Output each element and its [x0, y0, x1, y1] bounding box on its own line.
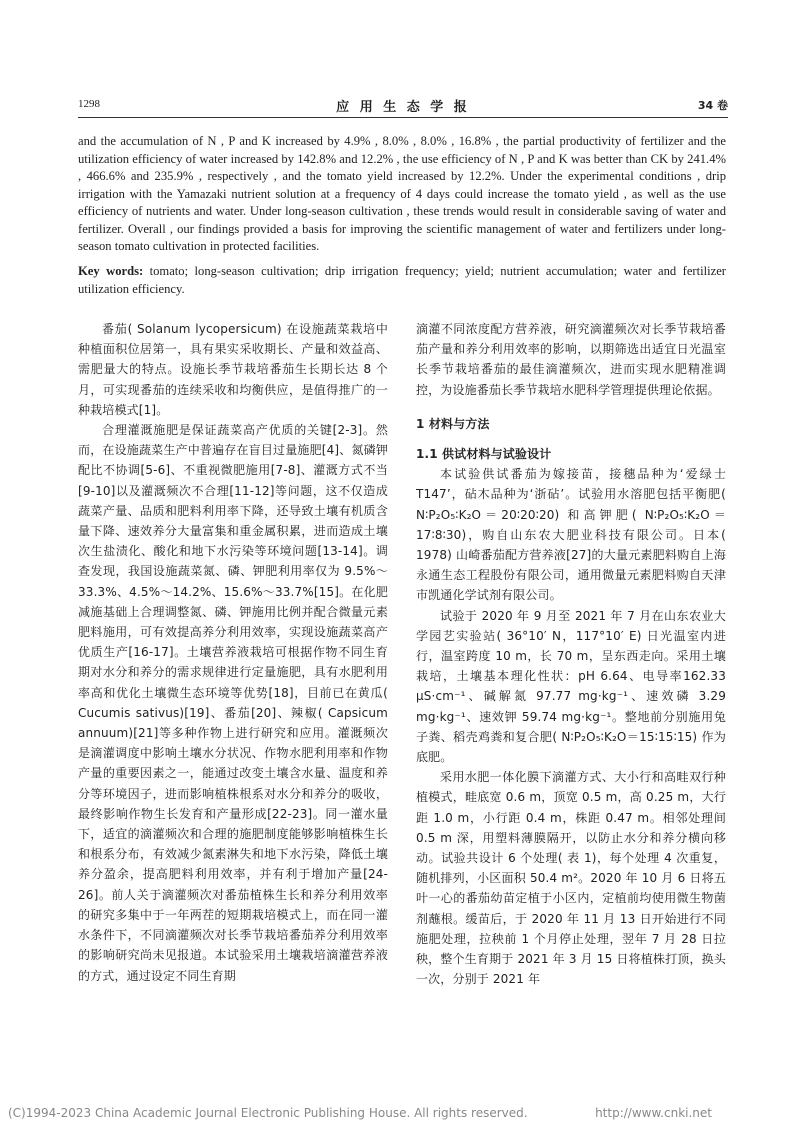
keywords-text: tomato; long-season cultivation; drip irrigation frequency; yield; nutrient accumulation; water and fertilizer utilization efficiency.	[78, 264, 726, 296]
design-paragraph: 采用水肥一体化膜下滴灌方式、大小行和高畦双行种植模式，畦底宽 0.6 m，顶宽 0.5 m，高 0.25 m，大行距 1.0 m，小行距 0.4 m，株距 0.47 m。相邻处理间 0.5 m 深，用塑料薄膜隔开，以防止水分和养分横向移动。试验共设计 6 个处理( 表 1)，每个处理 4 次重复，随机排列，小区面积 50.4 m²。2020 年 10 月 6 日将五叶一心的番茄幼苗定植于小区内，定植前均使用微生物菌剂蘸根。缓苗后，于 2020 年 11 月 13 日开始进行不同施肥处理，拉秧前 1 个月停止处理，翌年 7 月 28 日拉秧，整个生育期于 2021 年 3 月 15 日将植株打顶，换头一次，分别于 2021 年	[416, 770, 726, 987]
page-header	[78, 96, 728, 114]
abstract-text: and the accumulation of N , P and K increased by 4.9% , 8.0% , 8.0% , 16.8% , the partial productivity of fertilizer and the utilization efficiency of water increased by 142.8% and 12.2% , the use efficiency of N , P and K was better than CK by 241.4% , 466.6% and 235.9% , respectively , and the tomato yield increased by 12.2%. Under the experimental conditions , drip irrigation with the Yamazaki nutrient solution at a frequency of 4 days could increase the tomato yield , as well as the use efficiency of nutrients and water. Under long-season cultivation , these trends would result in considerable saving of water and fertilizer. Overall , our findings provided a basis for improving the scientific management of water and fertilizers under long-season tomato cultivation in protected facilities.	[78, 134, 726, 253]
keywords-label: Key words:	[78, 264, 144, 278]
materials-paragraph: 本试验供试番茄为嫁接苗，接穗品种为‘爱绿士 T147’，砧木品种为‘浙砧’。试验用水溶肥包括平衡肥( N∶P₂O₅∶K₂O＝20∶20∶20) 和高钾肥( N∶P₂O₅∶K₂O＝17∶8∶30)，购自山东农大肥业科技有限公司。日本( 1978) 山崎番茄配方营养液[27]的大量元素肥料购自上海永通生态工程股份有限公司，通用微量元素肥料购自天津市凯通化学试剂有限公司。	[416, 467, 726, 603]
intro-paragraph-continued: 滴灌不同浓度配方营养液，研究滴灌频次对长季节栽培番茄产量和养分利用效率的影响，以期筛选出适宜日光温室长季节栽培番茄的最佳滴灌频次，进而实现水肥精准调控，为设施番茄长季节栽培水肥科学管理提供理论依据。	[416, 322, 726, 397]
english-abstract	[78, 133, 726, 256]
subsection-title: 1.1 供试材料与试验设计	[416, 447, 552, 462]
footer-url: http://www.cnki.net	[595, 1106, 712, 1120]
site-paragraph: 试验于 2020 年 9 月至 2021 年 7 月在山东农业大学园艺实验站( 36°10′ N，117°10′ E) 日光温室内进行，温室跨度 10 m，长 70 m，呈东西走向。采用土壤栽培，土壤基本理化性状：pH 6.64、电导率162.33 μS·cm⁻¹、碱解氮 97.77 mg·kg⁻¹、速效磷 3.29 mg·kg⁻¹、速效钾 59.74 mg·kg⁻¹。整地前分别施用兔子粪、稻壳鸡粪和复合肥( N∶P₂O₅∶K₂O＝15∶15∶15) 作为底肥。	[416, 608, 726, 765]
page-number: 1298	[78, 98, 100, 110]
copyright-notice: (C)1994-2023 China Academic Journal Electronic Publishing House. All rights reserved.	[8, 1106, 528, 1120]
left-column	[78, 319, 388, 986]
volume-label: 34 卷	[697, 99, 728, 112]
header-rule	[78, 117, 728, 118]
right-column	[416, 319, 726, 990]
journal-title: 应 用 生 态 学 报	[336, 100, 470, 115]
keywords	[78, 263, 726, 298]
intro-paragraph-1: 番茄( Solanum lycopersicum) 在设施蔬菜栽培中种植面积位居第一，具有果实采收期长、产量和效益高、需肥量大的特点。设施长季节栽培番茄生长期长达 8 个月，可实现番茄的连续采收和均衡供应，是值得推广的一种栽培模式[1]。	[78, 322, 388, 417]
intro-paragraph-2: 合理灌溉施肥是保证蔬菜高产优质的关键[2-3]。然而，在设施蔬菜生产中普遍存在盲目过量施肥[4]、氮磷钾配比不协调[5-6]、不重视微肥施用[7-8]、灌溉方式不当[9-10]以及灌溉频次不合理[11-12]等问题，这不仅造成蔬菜产量、品质和肥料利用率下降，还导致土壤有机质含量下降、速效养分大量富集和重金属积累，进而造成土壤次生盐渍化、酸化和地下水污染等环境问题[13-14]。调查发现，我国设施蔬菜氮、磷、钾肥利用率仅为 9.5%～33.3%、4.5%～14.2%、15.6%～33.7%[15]。在化肥减施基础上合理调整氮、磷、钾施用比例并配合微量元素肥料施用，可有效提高养分利用效率，实现设施蔬菜高产优质生产[16-17]。土壤营养液栽培可根据作物不同生育期对水分和养分的需求规律进行定量施肥，具有水肥利用率高和优化土壤微生态环境等优势[18]，目前已在黄瓜( Cucumis sativus)[19]、番茄[20]、辣椒( Capsicum annuum)[21]等多种作物上进行研究和应用。灌溉频次是滴灌调度中影响土壤水分状况、作物水肥利用率和作物产量的重要因素之一，能通过改变土壤含水量、温度和养分等环境因子，进而影响植株根系对水分和养分的吸收，最终影响作物生长发育和产量形成[22-23]。同一灌水量下，适宜的滴灌频次和合理的施肥制度能够影响植株生长和根系分布，有效减少氮素淋失和地下水污染，降低土壤养分盈余，提高肥料利用效率，并有利于增加产量[24-26]。前人关于滴灌频次对番茄植株生长和养分利用效率的研究多集中于一年两茬的短期栽培模式上，而在同一灌水条件下，不同滴灌频次对长季节栽培番茄养分利用效率的影响研究尚未见报道。本试验采用土壤栽培滴灌营养液的方式，通过设定不同生育期	[78, 423, 388, 983]
section-title: 1 材料与方法	[416, 416, 490, 431]
